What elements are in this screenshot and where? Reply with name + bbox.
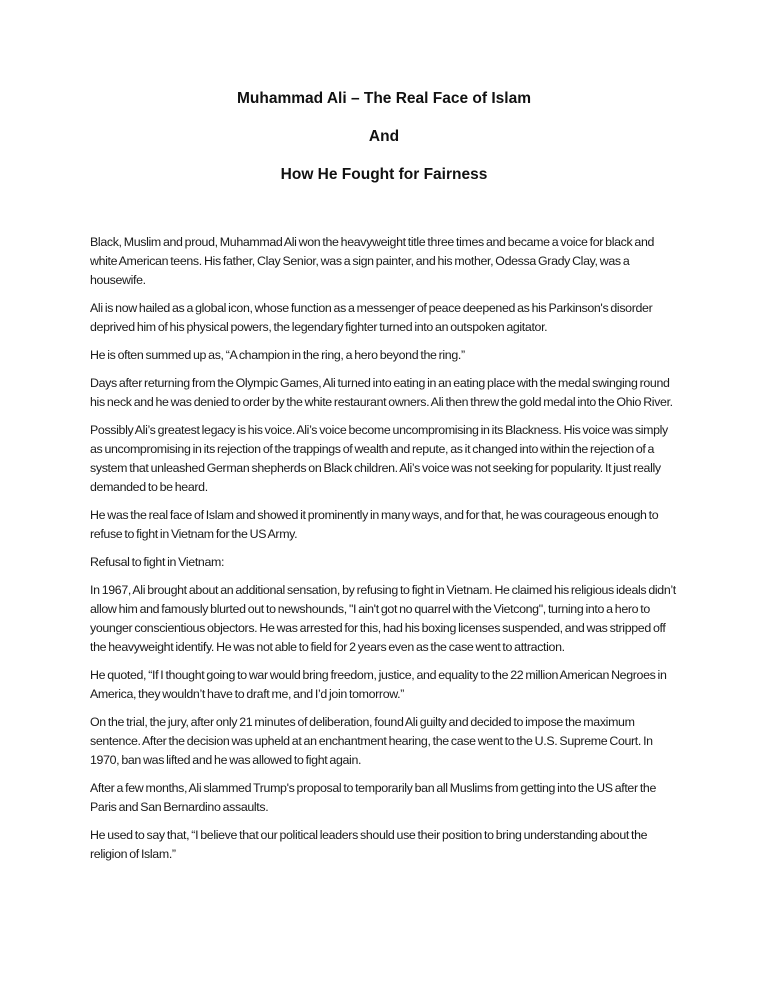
document-body <box>90 233 682 873</box>
section-heading-vietnam: Refusal to fight in Vietnam: <box>90 555 225 569</box>
document-title <box>0 90 768 204</box>
paragraph-trump-proposal: After a few months, Ali slammed Trump's proposal to temporarily ban all Muslims from getting into the US after the Paris and San Bernardino assaults. <box>90 781 657 814</box>
paragraph-political-leaders-quote: He used to say that, “I believe that our political leaders should use their position to bring understanding about the religion of Islam.” <box>90 828 648 861</box>
title-line-subtitle: How He Fought for Fairness <box>280 166 488 183</box>
paragraph-champion-quote: He is often summed up as, “A champion in the ring, a hero beyond the ring.” <box>90 348 465 362</box>
paragraph-olympic-medal: Days after returning from the Olympic Games, Ali turned into eating in an eating place with the medal swinging round his neck and he was denied to order by the white restaurant owners. Ali then threw the gold medal into the Ohio River. <box>90 376 673 409</box>
paragraph-face-of-islam: He was the real face of Islam and showed it prominently in many ways, and for that, he was courageous enough to refuse to fight in Vietnam for the US Army. <box>90 508 659 541</box>
paragraph-legacy-voice: Possibly Ali’s greatest legacy is his voice. Ali’s voice become uncompromising in its Blackness. His voice was simply as uncompromising in its rejection of the trappings of wealth and repute, as it changed into within the rejection of a system that unleashed German shepherds on Black children. Ali’s voice was not seeking for popularity. It just really demanded to be heard. <box>90 423 668 494</box>
paragraph-war-quote: He quoted, “If I thought going to war would bring freedom, justice, and equality to the 22 million American Negroes in America, they wouldn’t have to draft me, and I’d join tomorrow.” <box>90 668 667 701</box>
paragraph-1967-refusal: In 1967, Ali brought about an additional sensation, by refusing to fight in Vietnam. He claimed his religious ideals didn’t allow him and famously blurted out to newshounds, "I ain't got no quarrel with the Vietcong", turning into a hero to younger conscientious objectors. He was arrested for this, had his boxing licenses suspended, and was stripped off the heavyweight identify. He was not able to field for 2 years even as the case went to attraction. <box>90 583 676 654</box>
paragraph-global-icon: Ali is now hailed as a global icon, whose function as a messenger of peace deepened as his Parkinson's disorder deprived him of his physical powers, the legendary fighter turned into an outspoken agitator. <box>90 301 653 334</box>
paragraph-intro: Black, Muslim and proud, Muhammad Ali won the heavyweight title three times and became a voice for black and white American teens. His father, Clay Senior, was a sign painter, and his mother, Odessa Grady Clay, was a housewife. <box>90 235 655 287</box>
title-line-conjunction: And <box>368 128 400 145</box>
paragraph-trial: On the trial, the jury, after only 21 minutes of deliberation, found Ali guilty and decided to impose the maximum sentence. After the decision was upheld at an enchantment hearing, the case went to the U.S. Supreme Court. In 1970, ban was lifted and he was allowed to fight again. <box>90 715 653 767</box>
title-line-main: Muhammad Ali – The Real Face of Islam <box>236 90 531 107</box>
